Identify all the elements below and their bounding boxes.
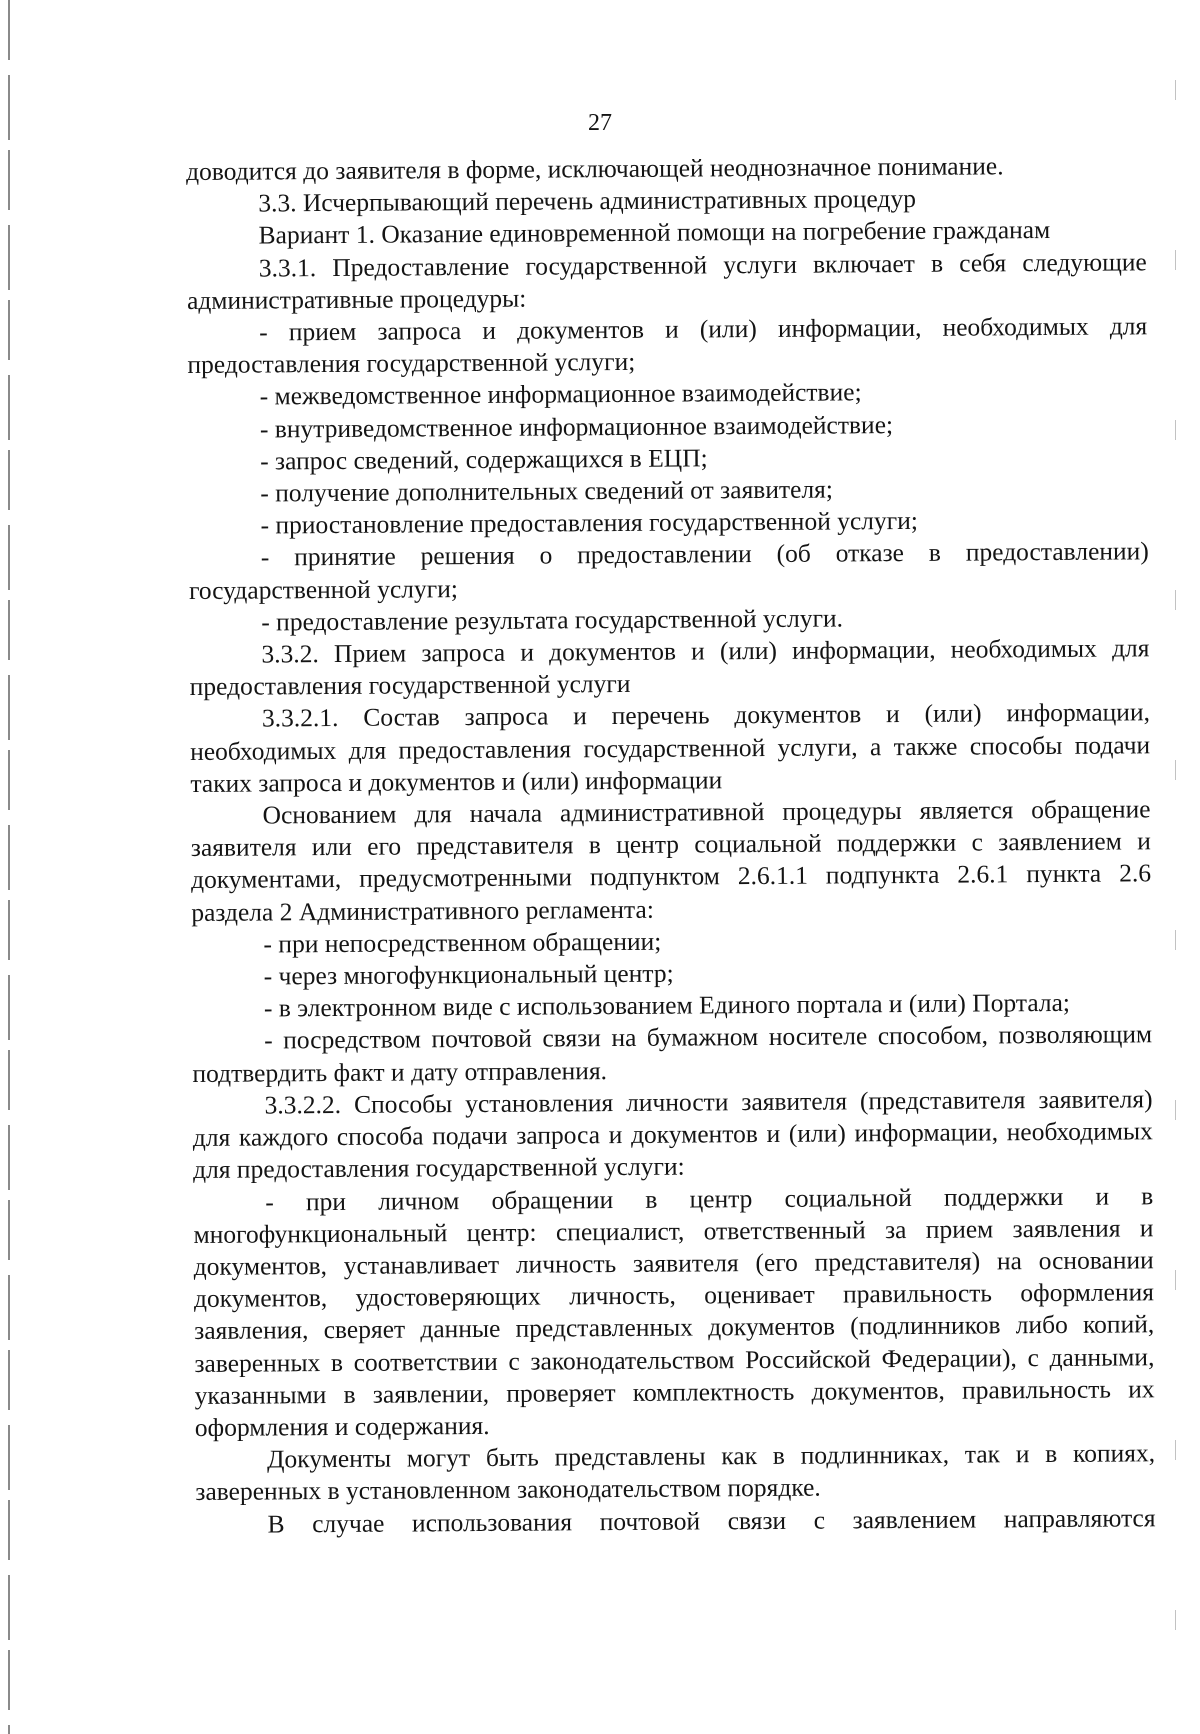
list-item: - посредством почтовой связи на бумажном носителе способом, позволяющим подтвердить факт и дату отправления.	[192, 1019, 1153, 1088]
paragraph: доводится до заявителя в форме, исключающей неоднозначное понимание.	[186, 151, 1004, 186]
list-item: - получение дополнительных сведений от заявителя;	[260, 474, 834, 508]
variant-heading: Вариант 1. Оказание единовременной помощи на погребение гражданам	[258, 215, 1051, 250]
scan-edge-left	[8, 0, 10, 1734]
subsection-heading: 3.3.2. Прием запроса и документов и (или) информации, необходимых для предоставления государственной услуги	[189, 633, 1150, 702]
paragraph-last: В случае использования почтовой связи с заявлением направляются	[267, 1502, 1156, 1538]
list-item: - принятие решения о предоставлении (об отказе в предоставлении) государственной услуги;	[188, 536, 1149, 605]
subsection-heading: 3.3.2.1. Состав запроса и перечень документов и (или) информации, необходимых для предоставления государственной услуги, а также способы подачи таких запроса и документов и (или) информации	[190, 697, 1151, 798]
paragraph: Документы могут быть представлены как в подлинниках, так и в копиях, заверенных в установленном законодательством порядке.	[195, 1438, 1156, 1507]
list-item: - при непосредственном обращении;	[263, 926, 662, 959]
list-item: - внутриведомственное информационное взаимодействие;	[259, 409, 894, 444]
scan-edge-right	[1175, 0, 1176, 1734]
list-item: - предоставление результата государственной услуги.	[261, 603, 844, 637]
list-item: - при личном обращении в центр социальной поддержки и в многофункциональный центр: специалист, ответственный за прием заявления и документов, устанавливает личность заявителя (его представителя) на основании документов, удостоверяющих личность, оценивает правильность оформления заявления, сверяет данные представленных документов (подлинников либо копий, заверенных в соответствии с законодательством Российской Федерации), с данными, указанными в заявлении, проверяет комплектность документов, правильность их оформления и содержания.	[193, 1180, 1155, 1442]
list-item: - запрос сведений, содержащихся в ЕЦП;	[260, 443, 708, 476]
paragraph: 3.3.1. Предоставление государственной услуги включает в себя следующие административные процедуры:	[186, 246, 1147, 315]
document-body	[186, 149, 1156, 1540]
list-item: - прием запроса и документов и (или) информации, необходимых для предоставления государственной услуги;	[187, 311, 1148, 380]
list-item: - межведомственное информационное взаимодействие;	[259, 377, 862, 411]
subsection-heading: 3.3.2.2. Способы установления личности заявителя (представителя заявителя) для каждого способа подачи запроса и документов и (или) информации, необходимых для предоставления государственной услуги:	[192, 1084, 1153, 1185]
list-item: - через многофункциональный центр;	[263, 958, 674, 991]
paragraph: Основанием для начала административной процедуры является обращение заявителя или его представителя в центр социальной поддержки с заявлением и документами, предусмотренными подпунктом 2.6.1.1 подпункта 2.6.1 пункта 2.6 раздела 2 Административного регламента:	[190, 794, 1152, 927]
list-item: - в электронном виде с использованием Единого портала и (или) Портала;	[263, 988, 1071, 1023]
list-item: - приостановление предоставления государственной услуги;	[260, 506, 919, 540]
section-heading: 3.3. Исчерпывающий перечень административных процедур	[258, 184, 917, 218]
page-number: 27	[588, 110, 612, 136]
